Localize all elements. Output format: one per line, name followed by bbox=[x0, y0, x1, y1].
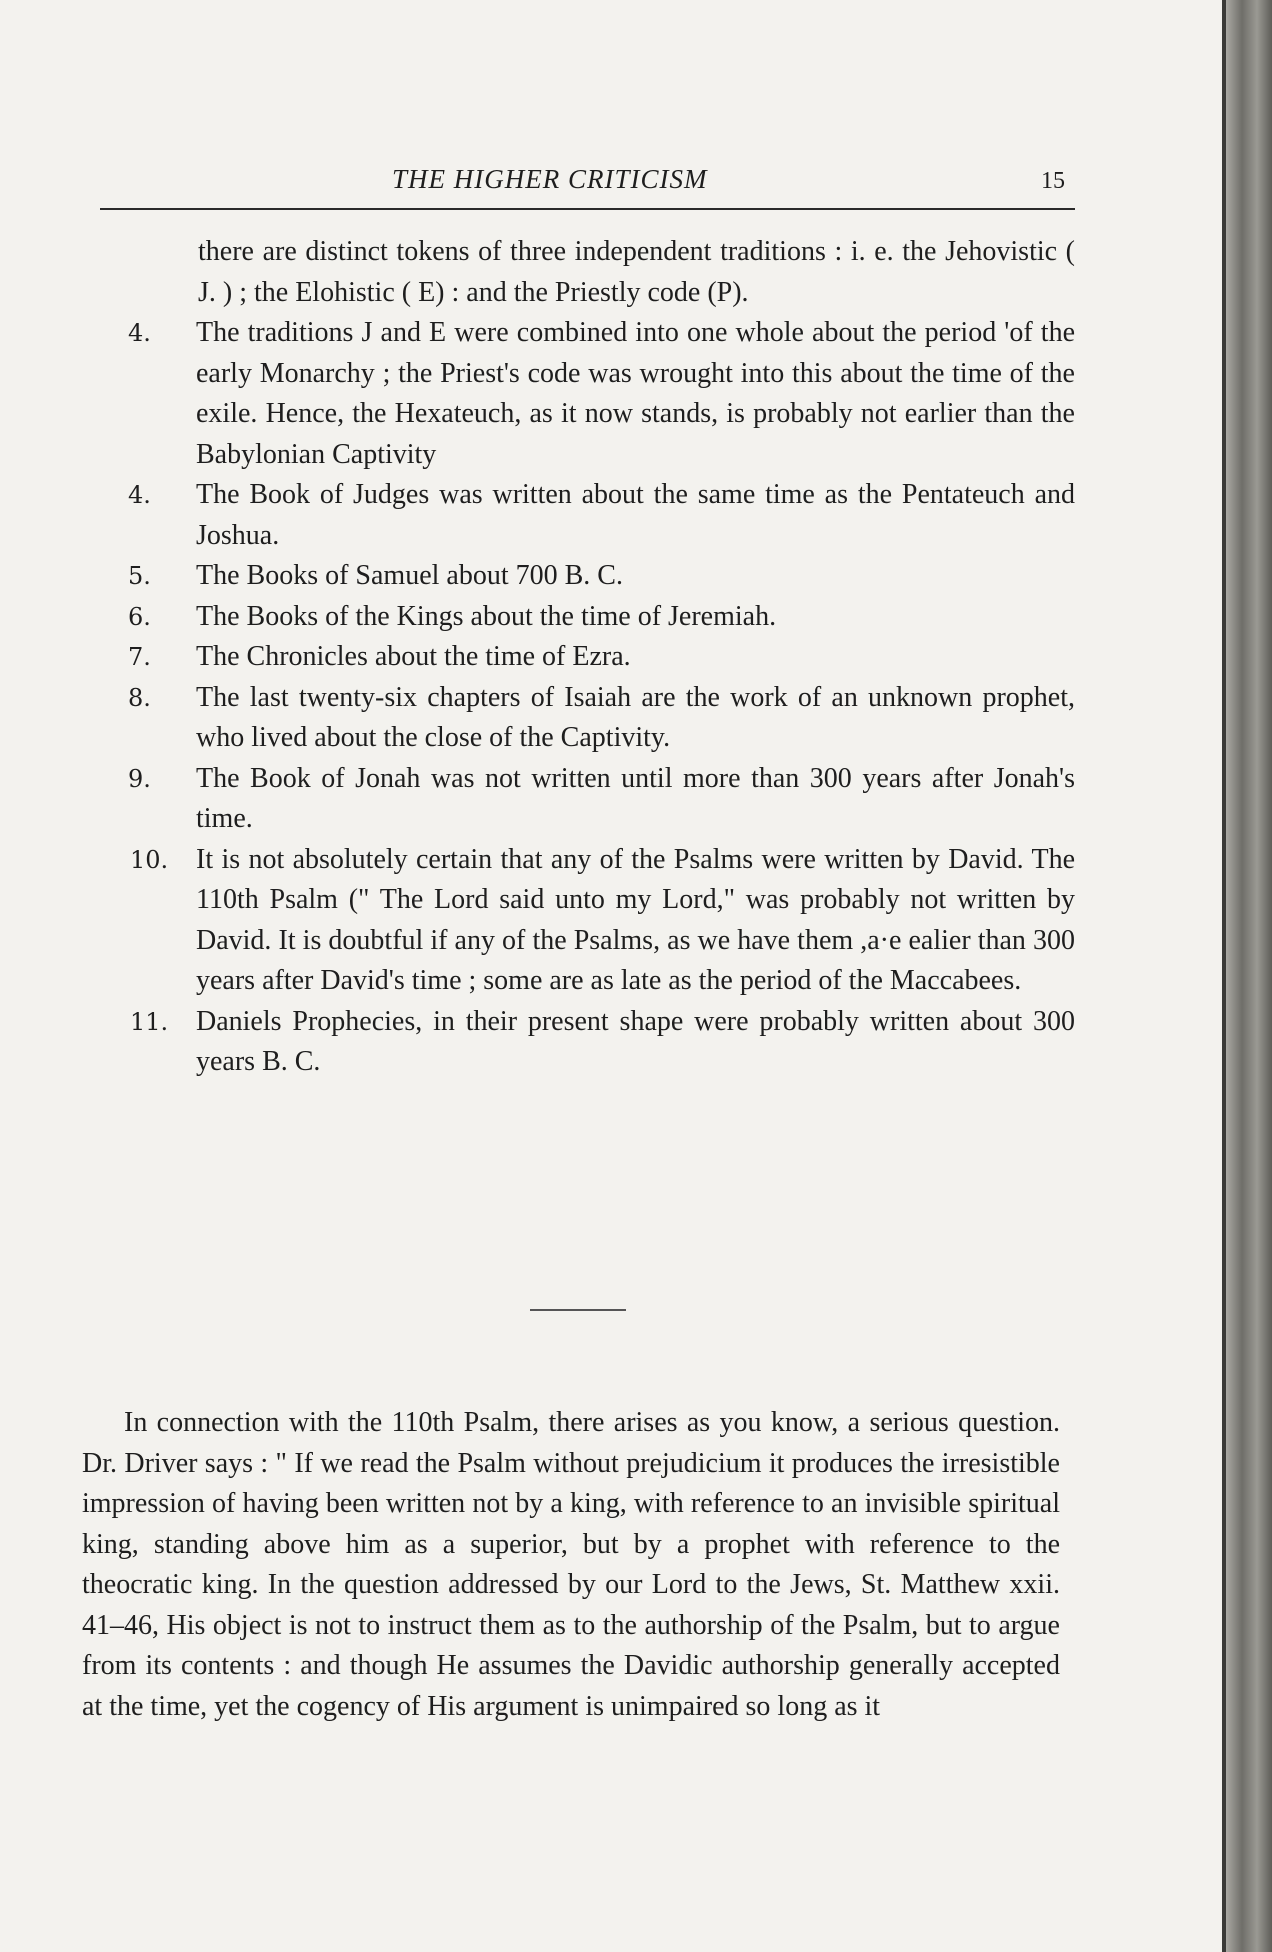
list-item-number: 4. bbox=[128, 319, 151, 347]
list-item-number: 11. bbox=[130, 1007, 169, 1036]
running-title: THE HIGHER CRITICISM bbox=[392, 164, 708, 194]
numbered-list bbox=[100, 232, 1075, 1083]
list-item-number: 4. bbox=[128, 481, 151, 509]
list-item-text: there are distinct tokens of three independent traditions : i. e. the Jehovistic ( J. ) ; the Elohistic ( E) : and the Priestly code (P). bbox=[198, 236, 1075, 308]
list-item-text: The Books of Samuel about 700 B. C. bbox=[196, 560, 623, 591]
page-edge bbox=[1222, 0, 1272, 1952]
list-item-continuation bbox=[100, 232, 1075, 313]
list-item-number: 7. bbox=[128, 643, 151, 671]
list-item-text: It is not absolutely certain that any of the Psalms were written by David. The 110th Psalm (" The Lord said unto my Lord," was probably not written by David. It is doubtful if any of the Psalms, as we have them ,a·e ealier than 300 years after David's time ; some are as late as the period of the Maccabees. bbox=[196, 843, 1075, 996]
list-item-text: The Book of Judges was written about the same time as the Pentateuch and Joshua. bbox=[196, 479, 1075, 551]
page-number: 15 bbox=[1041, 168, 1065, 194]
list-item bbox=[100, 637, 1075, 678]
list-item-number: 8. bbox=[128, 683, 151, 712]
list-item bbox=[100, 678, 1075, 759]
list-item bbox=[100, 313, 1075, 475]
list-item bbox=[100, 840, 1075, 1002]
list-item bbox=[100, 475, 1075, 556]
body-paragraph: In connection with the 110th Psalm, there arises as you know, a serious question. Dr. Driver says : " If we read the Psalm without prejudicium it produces the irresistible impression of having been written not by a king, with reference to an invisible spiritual king, standing above him as a superior, but by a prophet with reference to the theocratic king. In the question addressed by our Lord to the Jews, St. Matthew xxii. 41–46, His object is not to instruct them as to the authorship of the Psalm, but to argue from its contents : and though He assumes the Davidic authorship generally accepted at the time, yet the cogency of His argument is unimpaired so long as it bbox=[82, 1407, 1060, 1722]
list-item-text: The Books of the Kings about the time of Jeremiah. bbox=[196, 600, 777, 632]
list-item bbox=[100, 759, 1075, 840]
list-item-text: The Book of Jonah was not written until more than 300 years after Jonah's time. bbox=[196, 762, 1075, 834]
page-header bbox=[100, 160, 1075, 210]
list-item-text: Daniels Prophecies, in their present shape were probably written about 300 years B. C. bbox=[196, 1005, 1075, 1077]
list-item bbox=[100, 556, 1075, 597]
list-item-text: The traditions J and E were combined into one whole about the period 'of the early Monarchy ; the Priest's code was wrought into this about the time of the exile. Hence, the Hexateuch, as it now stands, is probably not earlier than the Babylonian Captivity bbox=[196, 317, 1075, 470]
section-divider bbox=[530, 1309, 626, 1311]
list-item-number: 10. bbox=[130, 845, 169, 874]
page-edge-line bbox=[1222, 0, 1226, 1952]
list-item-text: The Chronicles about the time of Ezra. bbox=[196, 641, 631, 672]
list-item-number: 6. bbox=[128, 602, 151, 631]
list-item bbox=[100, 597, 1075, 638]
list-item-number: 9. bbox=[128, 764, 151, 793]
list-item-text: The last twenty-six chapters of Isaiah are the work of an unknown prophet, who lived about the close of the Captivity. bbox=[196, 681, 1075, 753]
list-item-number: 5. bbox=[128, 562, 151, 590]
list-item bbox=[100, 1002, 1075, 1083]
